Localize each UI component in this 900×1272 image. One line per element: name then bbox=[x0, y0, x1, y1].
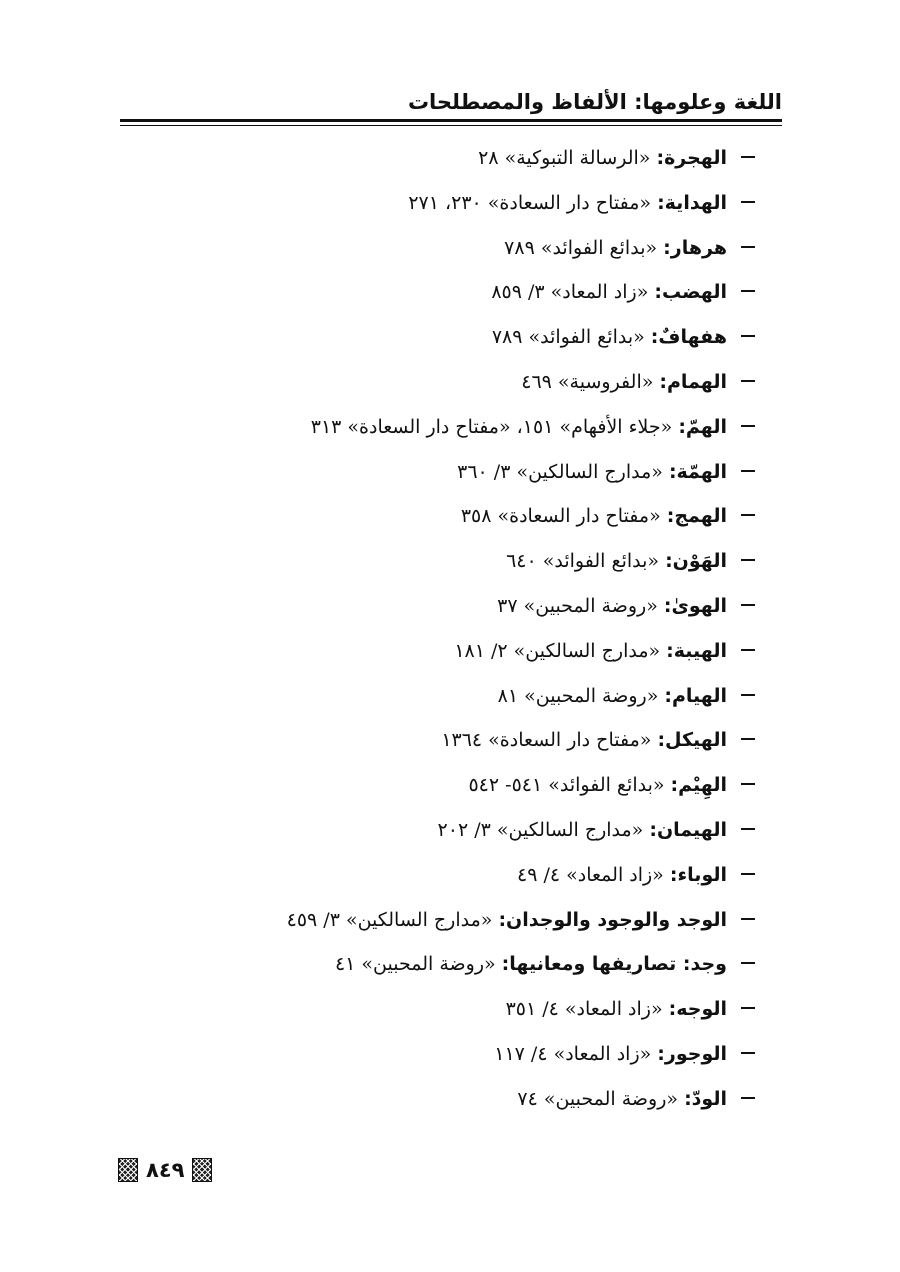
dash-mark bbox=[741, 649, 755, 651]
header-rule-thick bbox=[120, 119, 782, 122]
index-entry bbox=[115, 494, 755, 539]
header-rule-thin bbox=[120, 125, 782, 126]
dash-mark bbox=[741, 425, 755, 427]
entry-reference: «زاد المعاد» ٤/ ٤٩ bbox=[517, 863, 664, 886]
entry-reference: «مفتاح دار السعادة» ١٣٦٤ bbox=[441, 729, 652, 752]
entry-term: الهيكل: bbox=[657, 729, 727, 752]
index-entry bbox=[115, 405, 755, 450]
entry-term: الهِيْم: bbox=[670, 774, 727, 797]
ornament-left-icon bbox=[118, 1158, 138, 1182]
entry-term: الهيمان: bbox=[649, 818, 727, 841]
entry-term: هرهار: bbox=[663, 236, 727, 259]
dash-mark bbox=[741, 156, 755, 158]
dash-mark bbox=[741, 290, 755, 292]
entry-reference: «الفروسية» ٤٦٩ bbox=[521, 370, 654, 393]
entry-term: الودّ: bbox=[684, 1087, 727, 1110]
entry-reference: «مفتاح دار السعادة» ٢٣٠، ٢٧١ bbox=[408, 191, 652, 214]
entry-reference: «بدائع الفوائد» ٧٨٩ bbox=[504, 236, 658, 259]
index-entry bbox=[115, 942, 755, 987]
dash-mark bbox=[741, 738, 755, 740]
entry-reference: «مدارج السالكين» ٢/ ١٨١ bbox=[454, 639, 661, 662]
entry-reference: «مدارج السالكين» ٣/ ٢٠٢ bbox=[437, 818, 644, 841]
index-entry bbox=[115, 1032, 755, 1077]
index-entry bbox=[115, 270, 755, 315]
dash-mark bbox=[741, 201, 755, 203]
index-entry-list bbox=[115, 136, 755, 1122]
entry-reference: «جلاء الأفهام» ١٥١، «مفتاح دار السعادة» ٣١٣ bbox=[310, 415, 673, 438]
entry-term: الهمّ: bbox=[678, 415, 727, 438]
dash-mark bbox=[741, 246, 755, 248]
entry-reference: «روضة المحبين» ٣٧ bbox=[497, 594, 658, 617]
dash-mark bbox=[741, 380, 755, 382]
entry-reference: «روضة المحبين» ٧٤ bbox=[517, 1087, 679, 1110]
page-number: ٨٤٩ bbox=[146, 1158, 185, 1182]
index-entry bbox=[115, 450, 755, 495]
dash-mark bbox=[741, 1052, 755, 1054]
dash-mark bbox=[741, 694, 755, 696]
ornament-right-icon bbox=[192, 1158, 212, 1182]
entry-term: الهوىٰ: bbox=[663, 594, 727, 617]
index-entry bbox=[115, 539, 755, 584]
index-entry bbox=[115, 629, 755, 674]
index-entry bbox=[115, 763, 755, 808]
entry-term: الوجد والوجود والوجدان: bbox=[498, 908, 727, 931]
entry-term: الهمج: bbox=[666, 505, 727, 528]
dash-mark bbox=[741, 873, 755, 875]
entry-term: الوباء: bbox=[669, 863, 727, 886]
entry-term: الهيام: bbox=[664, 684, 727, 707]
entry-reference: «مفتاح دار السعادة» ٣٥٨ bbox=[460, 505, 661, 528]
entry-term: الهمام: bbox=[659, 370, 727, 393]
index-entry bbox=[115, 584, 755, 629]
entry-reference: «زاد المعاد» ٤/ ١١٧ bbox=[494, 1042, 652, 1065]
dash-mark bbox=[741, 962, 755, 964]
index-entry bbox=[115, 226, 755, 271]
entry-term: الهضب: bbox=[654, 281, 727, 304]
index-entry bbox=[115, 898, 755, 943]
entry-term: الهمّة: bbox=[668, 460, 727, 483]
entry-term: الهيبة: bbox=[666, 639, 727, 662]
entry-reference: «بدائع الفوائد» ٥٤١- ٥٤٢ bbox=[468, 774, 665, 797]
index-entry bbox=[115, 1077, 755, 1122]
dash-mark bbox=[741, 828, 755, 830]
dash-mark bbox=[741, 470, 755, 472]
entry-reference: «بدائع الفوائد» ٦٤٠ bbox=[506, 550, 660, 573]
dash-mark bbox=[741, 783, 755, 785]
dash-mark bbox=[741, 1007, 755, 1009]
dash-mark bbox=[741, 514, 755, 516]
entry-reference: «روضة المحبين» ٤١ bbox=[334, 953, 496, 976]
index-entry bbox=[115, 315, 755, 360]
entry-term: الهَوْن: bbox=[665, 550, 727, 573]
dash-mark bbox=[741, 918, 755, 920]
dash-mark bbox=[741, 1097, 755, 1099]
page-footer bbox=[118, 1155, 212, 1185]
entry-reference: «مدارج السالكين» ٣/ ٣٦٠ bbox=[457, 460, 663, 483]
index-entry bbox=[115, 718, 755, 763]
entry-term: هفهافٌ: bbox=[650, 326, 727, 349]
entry-term: الوجه: bbox=[668, 998, 727, 1021]
dash-mark bbox=[741, 604, 755, 606]
index-entry bbox=[115, 987, 755, 1032]
entry-term: الهداية: bbox=[657, 191, 727, 214]
entry-reference: «الرسالة التبوكية» ٢٨ bbox=[478, 147, 651, 169]
entry-term: وجد: تصاريفها ومعانيها: bbox=[501, 953, 727, 976]
index-entry bbox=[115, 136, 755, 181]
entry-term: الهجرة: bbox=[656, 147, 727, 169]
index-entry bbox=[115, 853, 755, 898]
entry-reference: «بدائع الفوائد» ٧٨٩ bbox=[491, 326, 645, 349]
entry-term: الوجور: bbox=[657, 1042, 727, 1065]
entry-reference: «مدارج السالكين» ٣/ ٤٥٩ bbox=[286, 908, 493, 931]
index-entry bbox=[115, 808, 755, 853]
entry-reference: «زاد المعاد» ٤/ ٣٥١ bbox=[505, 998, 663, 1021]
dash-mark bbox=[741, 559, 755, 561]
running-header: اللغة وعلومها: الألفاظ والمصطلحات bbox=[407, 90, 782, 114]
index-entry bbox=[115, 674, 755, 719]
entry-reference: «زاد المعاد» ٣/ ٨٥٩ bbox=[491, 281, 649, 304]
entry-reference: «روضة المحبين» ٨١ bbox=[497, 684, 659, 707]
dash-mark bbox=[741, 335, 755, 337]
index-entry bbox=[115, 360, 755, 405]
index-entry bbox=[115, 181, 755, 226]
